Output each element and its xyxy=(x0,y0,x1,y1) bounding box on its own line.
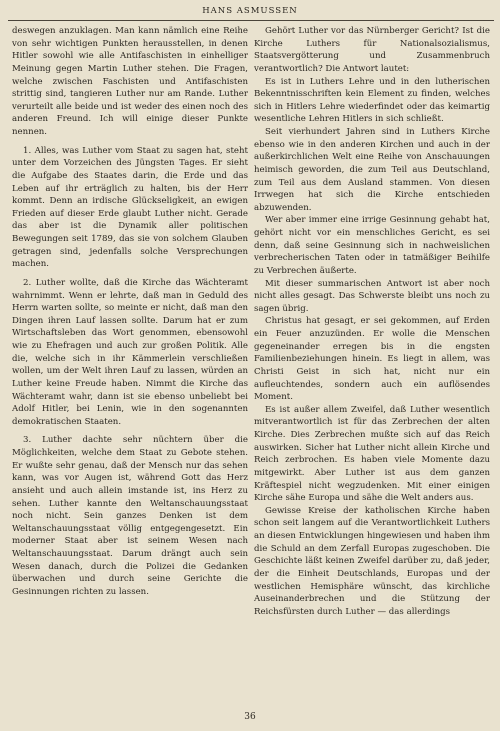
paragraph: deswegen anzuklagen. Man kann nämlich eine Reihe von sehr wichtigen Punkten herausstellen, in denen Hitler sowohl wie alle Antifaschisten in einhelliger Meinung gegen Martin Luther stehen. Die Fragen, welche zwischen Faschisten und Antifaschisten strittig sind, tangieren Luther nur am Rande. Luther verurteilt alle beide und ist weder des einen noch des anderen Freund. Ich will einige dieser Punkte nennen. xyxy=(12,26,248,137)
paragraph: Mit dieser summarischen Antwort ist aber noch nicht alles gesagt. Das Schwerste bleibt uns noch zu sagen übrig. xyxy=(254,278,490,314)
running-header: HANS ASMUSSEN xyxy=(202,6,298,16)
paragraph: 2. Luther wollte, daß die Kirche das Wächteramt wahrnimmt. Wenn er lehrte, daß man in Geduld des Herrn warten sollte, so meinte er nicht, daß man den Dingen ihren Lauf lassen sollte. Darum hat er zum Wirtschaftsleben das Wort genommen, ebensowohl wie zu Ehefragen und auch zur großen Politik. Alle die, welche sich in ihr Kämmerlein verschließen wollen, um der Welt ihren Lauf zu lassen, würden an Luther keine Freude haben. Nimmt die Kirche das Wächteramt wahr, dann ist sie ebenso unbeliebt bei Adolf Hitler, bei Lenin, wie in den sogenannten demokratischen Staaten. xyxy=(12,277,248,427)
paragraph: Es ist in Luthers Lehre und in den lutherischen Bekenntnisschriften kein Element zu finden, welches sich in Hitlers Lehre wiederfindet oder das keimartig wesentliche Lehren Hitlers in sich schließt. xyxy=(254,76,490,125)
right-column xyxy=(254,25,490,618)
paragraph: Christus hat gesagt, er sei gekommen, auf Erden ein Feuer anzuzünden. Er wolle die Menschen gegeneinander erregen bis in die engsten Familienbeziehungen hinein. Es liegt in allem, was Christi Geist in sich hat, nicht nur ein aufleuchtendes, sondern auch ein auflösendes Moment. xyxy=(254,316,490,403)
paragraph: 3. Luther dachte sehr nüchtern über die Möglichkeiten, welche dem Staat zu Gebote stehen. Er wußte sehr genau, daß der Mensch nur das sehen kann, was vor Augen ist, während Gott das Herz ansieht und auch allein imstande ist, ins Herz zu sehen. Luther kannte den Weltanschauungsstaat noch nicht. Sein ganzes Denken ist dem Weltanschauungsstaat völlig entgegengesetzt. Ein moderner Staat aber ist seinem Wesen nach Weltanschauungsstaat. Darum drängt auch sein Wesen danach, durch die Polizei die Gedanken überwachen und durch seine Gerichte die Gesinnungen richten zu lassen. xyxy=(12,435,248,597)
paragraph: Gehört Luther vor das Nürnberger Gericht? Ist die Kirche Luthers für Nationalsozialismus, Staatsvergötterung und Zusammenbruch verantwortlich? Die Antwort lautet: xyxy=(254,26,490,74)
paragraph: 1. Alles, was Luther vom Staat zu sagen hat, steht unter dem Vorzeichen des Jüngsten Tages. Er sieht die Aufgabe des Staates darin, die Erde und das Leben auf ihr erträglich zu halten, bis der Herr kommt. Denn an irdische Glückseligkeit, an ewigen Frieden auf dieser Erde glaubt Luther nicht. Gerade das aber ist die Dynamik aller politischen Bewegungen seit 1789, das sie von solchem Glauben getragen sind, jedenfalls solche Versprechungen machen. xyxy=(12,145,248,270)
left-column xyxy=(12,25,248,599)
header-rule xyxy=(8,20,494,21)
paragraph: Wer aber immer eine irrige Gesinnung gehabt hat, gehört nicht vor ein menschliches Gericht, es sei denn, daß seine Gesinnung sich in nachweislichen verbrecherischen Taten oder in tatmäßiger Beihilfe zu Verbrechen äußerte. xyxy=(254,215,490,276)
paragraph: Seit vierhundert Jahren sind in Luthers Kirche ebenso wie in den anderen Kirchen und auch in der außerkirchlichen Welt eine Reihe von Anschauungen heimisch geworden, die zum Teil aus Deutschland, zum Teil aus dem Ausland stammen. Von diesen Irrwegen hat sich die Kirche entschieden abzuwenden. xyxy=(254,127,490,213)
paragraph: Es ist außer allem Zweifel, daß Luther wesentlich mitverantwortlich ist für das Zerbrechen der alten Kirche. Dies Zerbrechen mußte sich auf das Reich auswirken. Sicher hat Luther nicht allein Kirche und Reich zerbrochen. Es haben viele Momente dazu mitgewirkt. Aber Luther ist aus dem ganzen Kräftespiel nicht wegzudenken. Mit einer einigen Kirche sähe Europa und sähe die Welt anders aus. xyxy=(254,404,490,504)
paragraph: Gewisse Kreise der katholischen Kirche haben schon seit langem auf die Verantwortlichkeit Luthers an diesen Entwicklungen hingewiesen und haben ihm die Schuld an dem Zerfall Europas zugeschoben. Die Geschichte läßt keinen Zweifel darüber zu, daß jeder, der die Einheit Deutschlands, Europas und der westlichen Hemisphäre wünscht, das kirchliche Auseinanderbrechen und die Stützung der Reichsfürsten durch Luther — das allerdings xyxy=(254,505,490,617)
page-number: 36 xyxy=(244,712,256,722)
